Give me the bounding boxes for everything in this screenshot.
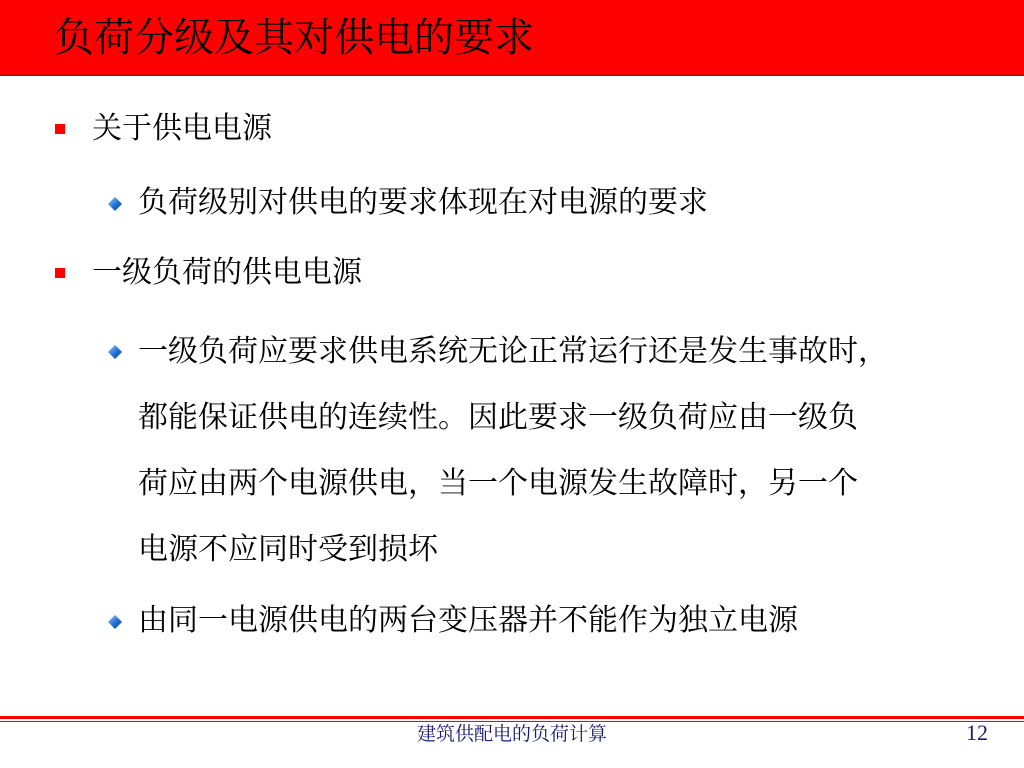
square-bullet-icon (55, 268, 65, 278)
sub-bullet-1-1: 负荷级别对供电的要求体现在对电源的要求 (138, 185, 708, 220)
bullet-2: 一级负荷的供电电源 (92, 255, 362, 290)
bullet-1: 关于供电电源 (92, 111, 272, 146)
sub-bullet-2-1-line-2: 都能保证供电的连续性。因此要求一级负荷应由一级负 (138, 400, 858, 435)
diamond-bullet-icon (107, 344, 123, 360)
diamond-bullet-icon (107, 614, 123, 630)
diamond-bullet-icon (107, 196, 123, 212)
sub-bullet-2-2: 由同一电源供电的两台变压器并不能作为独立电源 (138, 603, 798, 638)
square-bullet-icon (55, 124, 65, 134)
sub-bullet-2-1-line-4: 电源不应同时受到损坏 (138, 532, 438, 567)
footer-divider (0, 716, 1024, 719)
footer-caption: 建筑供配电的负荷计算 (416, 723, 607, 745)
page-number: 12 (966, 720, 988, 745)
sub-bullet-2-1-line-1: 一级负荷应要求供电系统无论正常运行还是发生事故时， (138, 334, 888, 369)
sub-bullet-2-1-line-3: 荷应由两个电源供电，当一个电源发生故障时，另一个 (138, 466, 858, 501)
title-bar (0, 0, 1024, 76)
slide-title: 负荷分级及其对供电的要求 (54, 15, 534, 61)
